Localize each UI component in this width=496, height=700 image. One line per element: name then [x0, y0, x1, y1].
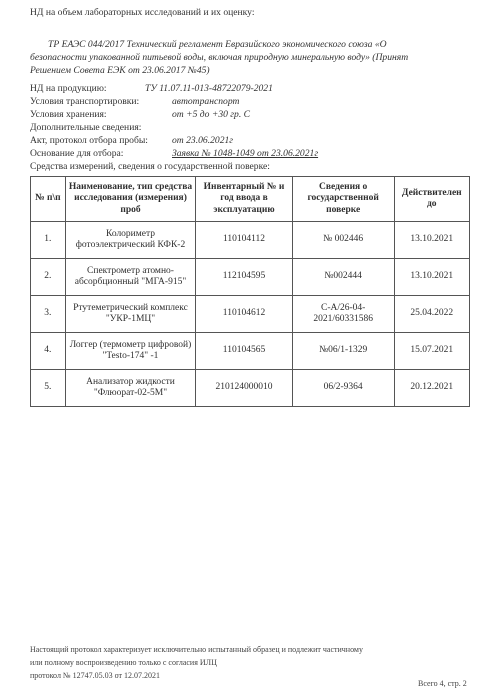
row-number: 4. [31, 333, 66, 370]
row-valid-until: 20.12.2021 [394, 370, 469, 407]
table-row [31, 296, 470, 333]
measurement-means-label: Средства измерений, сведения о государственной поверке: [30, 161, 270, 172]
row-verification: №06/1-1329 [292, 333, 394, 370]
act-label: Акт, протокол отбора пробы: [30, 135, 148, 146]
footer-disclaimer-line-2: или полному воспроизведению только с согласия ИЛЦ [30, 658, 217, 667]
footer-disclaimer-line-1: Настоящий протокол характеризует исключительно испытанный образец и подлежит частичному [30, 645, 363, 654]
row-number: 3. [31, 296, 66, 333]
row-number: 1. [31, 222, 66, 259]
row-verification: №002444 [292, 259, 394, 296]
product-value: ТУ 11.07.11-013-48722079-2021 [145, 83, 273, 94]
nd-text-line-2: безопасности упакованной питьевой воды, включая природную минеральную воду» (Принят [30, 52, 409, 63]
product-label: НД на продукцию: [30, 83, 107, 94]
row-inventory: 110104565 [196, 333, 292, 370]
row-inventory: 210124000010 [196, 370, 292, 407]
table-row [31, 370, 470, 407]
row-valid-until: 15.07.2021 [394, 333, 469, 370]
row-instrument: Ртутеметрический комплекс "УКР-1МЦ" [65, 296, 196, 333]
basis-value: Заявка № 1048-1049 от 23.06.2021г [172, 148, 319, 159]
table-row [31, 222, 470, 259]
footer-protocol-number: протокол № 12747.05.03 от 12.07.2021 [30, 671, 160, 680]
row-verification: 06/2-9364 [292, 370, 394, 407]
header-verification: Сведения о государственной поверке [292, 177, 394, 222]
transport-label: Условия транспортировки: [30, 96, 140, 107]
row-valid-until: 13.10.2021 [394, 222, 469, 259]
row-instrument: Колориметр фотоэлектрический КФК-2 [65, 222, 196, 259]
row-verification: С-А/26-04-2021/60331586 [292, 296, 394, 333]
row-instrument: Логгер (термометр цифровой) "Testo-174" -1 [65, 333, 196, 370]
nd-text-line-1: ТР ЕАЭС 044/2017 Технический регламент Евразийского экономического союза «О [48, 39, 387, 50]
footer-page-number: Всего 4, стр. 2 [418, 679, 467, 688]
row-inventory: 110104612 [196, 296, 292, 333]
row-number: 5. [31, 370, 66, 407]
row-inventory: 110104112 [196, 222, 292, 259]
nd-text-line-3: Решением Совета ЕЭК от 23.06.2017 №45) [30, 65, 210, 76]
transport-value: автотранспорт [172, 96, 240, 107]
basis-label: Основание для отбора: [30, 148, 124, 159]
header-valid-until: Действителен до [394, 177, 469, 222]
table-row [31, 333, 470, 370]
extra-info-label: Дополнительные сведения: [30, 122, 142, 133]
table-row [31, 259, 470, 296]
header-name: Наименование, тип средства исследования (измерения) проб [65, 177, 196, 222]
header-number: № п\п [31, 177, 66, 222]
equipment-table [30, 176, 470, 407]
row-valid-until: 25.04.2022 [394, 296, 469, 333]
storage-value: от +5 до +30 гр. С [172, 109, 251, 120]
table-header-row [31, 177, 470, 222]
act-value: от 23.06.2021г [172, 135, 234, 146]
row-inventory: 112104595 [196, 259, 292, 296]
row-number: 2. [31, 259, 66, 296]
nd-header: НД на объем лабораторных исследований и их оценку: [30, 7, 255, 18]
row-verification: № 002446 [292, 222, 394, 259]
header-inventory: Инвентарный № и год ввода в эксплуатацию [196, 177, 292, 222]
row-instrument: Анализатор жидкости "Флюорат-02-5М" [65, 370, 196, 407]
row-valid-until: 13.10.2021 [394, 259, 469, 296]
storage-label: Условия хранения: [30, 109, 107, 120]
row-instrument: Спектрометр атомно-абсорбционный "МГА-915" [65, 259, 196, 296]
